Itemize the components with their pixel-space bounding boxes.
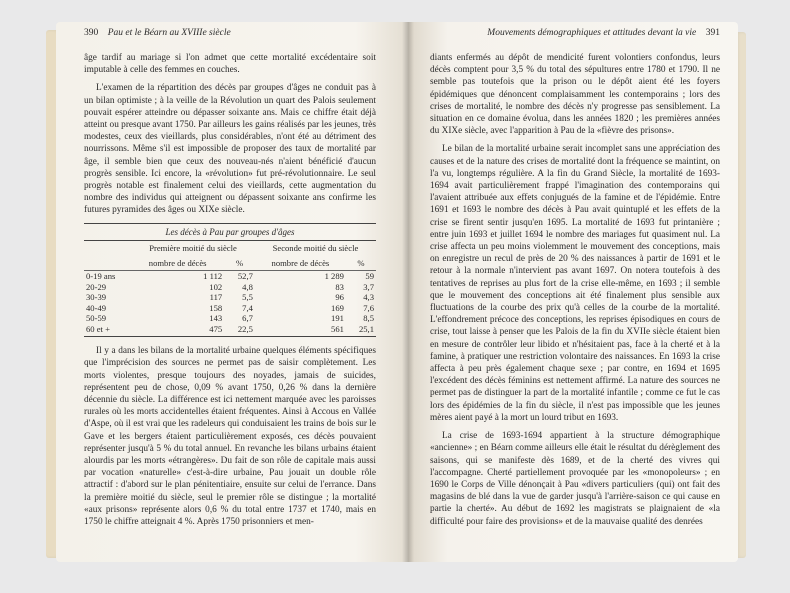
table-cell: 561 [255,324,346,337]
left-page [56,22,408,562]
left-paragraph-3: Il y a dans les bilans de la mortalité urbaine quelques éléments spécifiques que l'imprécision des sources ne permet pas de saisir complètement. Les morts violentes, presque toujours des noyades, jamais de suicides, représentent peu de chose, 0,09 % avant 1750, 0,26 % dans la dernière décennie du siècle. La différence est ici nettement marquée avec les paroisses rurales où les morts accidentelles étaient fréquentes. Ainsi à Accous en Vallée d'Aspe, où il est vrai que les radeleurs qui conduisaient les trains de bois sur le Gave et les bergers étaient particulièrement exposés, ces décès pouvaient représenter jusqu'à 5 % du total annuel. En revanche les bilans urbains étaient alourdis par les morts «étrangères». Du fait de son rôle de capitale mais aussi par vocation «naturelle» c'est-à-dire urbaine, Pau jouait un double rôle attractif : d'abord sur le plan pénitentiaire, ensuite sur celui de l'errance. Dans la première moitié du siècle, seul le premier rôle se distingue ; la mortalité «aux prisons» représente alors 0,6 % du total entre 1737 et 1740, mais en 1750 le chiffre atteignait 4 %. Après 1750 prisonniers et men- [84,346,376,527]
table-cell: 6,7 [242,313,253,324]
book-gutter [402,22,414,562]
table-cell: 1 112 [203,271,223,282]
table-cell: 5,5 [242,292,253,303]
table-cell: 40-49 [86,302,107,313]
table-cell: 60 et + [84,324,131,337]
col-group-first-half: Première moitié du siècle [149,243,237,254]
table-cell: 0-19 ans [86,271,116,282]
left-running-head [84,28,376,38]
table-cell: 52,7 [237,271,253,282]
right-paragraph-3: La crise de 1693-1694 appartient à la structure démographique «ancienne» ; en Béarn comme ailleurs elle était le résultat du dérèglement des saisons, qui se manifeste dès 1689, et de la cherté des vivres qui l'accompagne. Cherté partiellement provoquée par les «monopoleurs» ; en 1690 le Corps de Ville dénonçait à Pau «divers particuliers (qui) ont fait des magasins de blé dans la vue de garder jusqu'à l'arrière-saison ce qui cause en partie la cherté». Au début de 1692 les magistrats se plaignaient de «la difficulté pour faire des provisions» et de la mauvaise qualité des denrées [430,431,720,527]
table-cell: 191 [331,313,344,324]
table-cell: 102 [209,281,223,292]
table-row [84,282,376,293]
table-cell: 7,6 [363,302,374,313]
deaths-by-age-table [84,223,376,338]
table-cell: 1 289 [324,271,344,282]
right-paragraph-1: diants enfermés au dépôt de mendicité furent volontiers confondus, leurs décès comptent pour 3,5 % du total des sépultures entre 1780 et 1790. Il ne semble pas toutefois que la prison ou le dépôt aient été les foyers épidémiques que dénoncent complaisamment les contemporains ; lors des crises de mortalité, le nombre des décès n'y progresse pas sensiblement. La situation en ce domaine évolua, dans les années 1820 ; les premières années du XIXe siècle, avec l'apparition à Pau de la «fièvre des prisons». [430,53,720,137]
table-row [84,303,376,314]
table-cell: 4,8 [242,281,253,292]
table-cell: 117 [209,292,223,303]
table-row [84,271,376,282]
table-cell: 59 [365,271,374,282]
table-row [84,313,376,324]
left-running-title: Pau et le Béarn au XVIIIe siècle [107,28,231,38]
table-cell: 475 [131,324,224,337]
right-running-title: Mouvements démographiques et attitudes devant la vie [487,28,697,38]
table-cell: 158 [209,302,223,313]
left-paragraph-1: âge tardif au mariage si l'on admet que cette mortalité excédentaire soit imputable à celle des femmes en couches. [84,53,376,76]
table-cell: 30-39 [86,292,107,303]
col-header-pct-1: % [224,256,255,271]
right-page-number: 391 [705,28,720,38]
right-paragraph-2: Le bilan de la mortalité urbaine serait incomplet sans une appréciation des causes et de la nature des crises de mortalité dont la fréquence se maintint, on l'a vu, longtemps régulière. A la fin du Grand Siècle, la mortalité de 1693-1694 avait particulièrement frappé l'imagination des contemporains qui l'avaient attribuée aux effets conjugués de la famine et de l'épidémie. Entre 1691 et 1693 le nombre des décès à Pau avait quintuplé et les effets de la crise se firent sentir jusqu'en 1695. La mortalité de 1693 fut printanière ; entre juin 1693 et juillet 1694 le nombre des mariages fut quasiment nul. La crise affecta un peu moins violemment le mouvement des conceptions, mais on enregistre un recul de près de 20 % des naissances à partir de 1691 et le retour à la normale n'intervient pas avant 1697. On notera toutefois à des tentatives de reprises au plus fort de la crise elle-même, en 1693 ; il semble que le mouvement des conceptions ait été finalement plus sensible aux fluctuations de la courbe des prix qu'à celles de la courbe de la mortalité. L'effondrement précoce des conceptions, les reprises épisodiques en cours de crise, tout laisse à penser que les Palois de la fin du XVIIe siècle étaient bien en mesure de contrôler leur libido et n'hésitaient pas, face à la cherté et à la famine, à pratiquer une restriction volontaire des naissances. En 1693 la crise affecta à peu près également chaque sexe ; par contre, en 1694 et 1695 l'excédent des décès féminins est nettement affirmé. La nature des sources ne permet pas de distinguer la part de la mortalité infantile ; comme ce fut le cas lors des épidémies de la fin du siècle, il n'est pas impossible que les jeunes mères aient payé à la mort un lourd tribut en 1693. [430,144,720,423]
left-page-text [84,52,376,528]
table-row [84,324,376,337]
table-cell: 96 [335,292,344,303]
col-header-nombre-1: nombre de décès [131,256,224,271]
table-cell: 83 [335,281,344,292]
table-cell: 22,5 [224,324,255,337]
open-book [46,22,746,562]
left-page-number: 390 [84,28,99,38]
col-header-pct-2: % [346,256,376,271]
table-cell: 20-29 [86,281,107,292]
right-running-head [430,28,720,38]
table-cell: 4,3 [363,292,374,303]
left-paragraph-2: L'examen de la répartition des décès par groupes d'âges ne conduit pas à un bilan optimiste ; à la veille de la Révolution un quart des Palois seulement pouvait espérer atteindre ou dépasser soixante ans. Mais ce chiffre était déjà atteint ou presque avant 1750. Par ailleurs les gains réalisés par les jeunes, très modestes, ceux des vieillards, plus considérables, n'ont été au détriment des nourrissons. Même s'il est impossible de proposer des taux de mortalité par âge, il semble bien que ceux des nouveau-nés n'aient bénéficié d'aucun progrès sensible. Ici encore, la «révolution» fut pré-révolutionnaire. Le seul progrès notable est finalement celui des vieillards, cette augmentation du nombre des individus qui atteignent ou dépassent soixante ans confirme les futures pyramides des âges ou XIXe siècle. [84,83,376,216]
table-row [84,292,376,303]
table-cell: 50-59 [86,313,107,324]
table-cell: 169 [331,302,344,313]
right-page [408,22,738,562]
table-cell: 25,1 [346,324,376,337]
table-caption: Les décès à Pau par groupes d'âges [84,223,376,242]
table-cell: 8,5 [363,313,374,324]
col-group-second-half: Seconde moitié du siècle [272,243,359,254]
col-header-nombre-2: nombre de décès [255,256,346,271]
table-cell: 143 [209,313,223,324]
table-cell: 3,7 [363,281,374,292]
table-cell: 7,4 [242,302,253,313]
right-page-text [430,52,720,528]
